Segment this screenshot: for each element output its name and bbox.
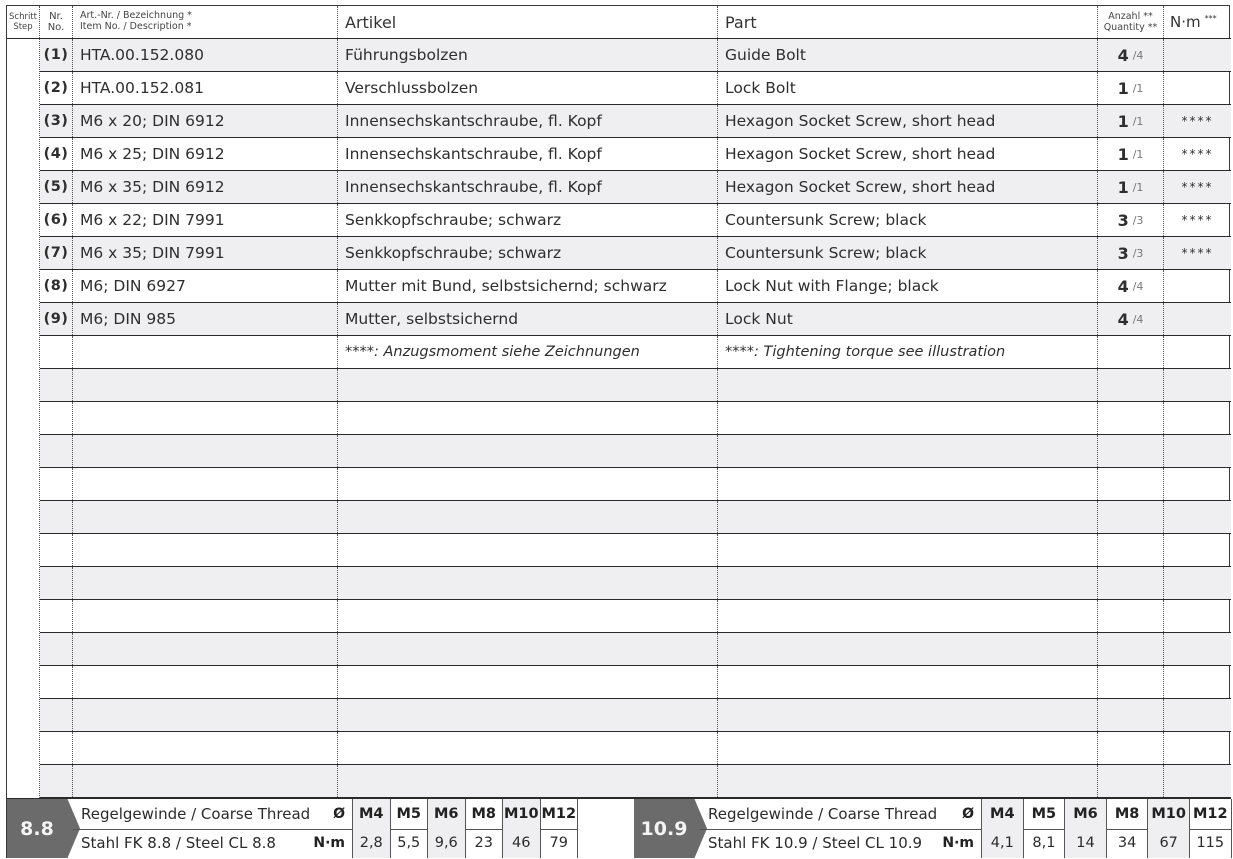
- item-article-number: M6 x 25; DIN 6912: [73, 138, 338, 170]
- item-torque: [1164, 534, 1231, 566]
- table-edge: [1231, 799, 1232, 858]
- item-quantity: [1098, 633, 1164, 665]
- table-row: [40, 732, 1231, 765]
- item-quantity: [1098, 270, 1164, 302]
- table-row: [40, 72, 1231, 105]
- table-row: [40, 402, 1231, 435]
- item-name-de: [338, 732, 718, 764]
- item-torque: [1164, 369, 1231, 401]
- unit-label: N·m: [313, 835, 345, 852]
- item-article-number: M6 x 35; DIN 7991: [73, 237, 338, 269]
- item-name-de: Innensechskantschraube, fl. Kopf: [338, 138, 718, 170]
- table-row: [40, 303, 1231, 336]
- item-torque: ****: [1181, 114, 1214, 128]
- item-name-de: [338, 600, 718, 632]
- item-quantity: [1098, 501, 1164, 533]
- item-torque: [1164, 72, 1231, 104]
- thread-size-cell: M12: [1189, 799, 1231, 829]
- item-name-de: [338, 402, 718, 434]
- item-quantity: [1098, 39, 1164, 71]
- table-header: [7, 6, 1231, 39]
- header-torque: [1164, 6, 1231, 38]
- item-number: [40, 699, 73, 731]
- item-number: [40, 534, 73, 566]
- item-name-de: Mutter mit Bund, selbstsichernd; schwarz: [338, 270, 718, 302]
- torque-table-10-9: [634, 799, 1231, 858]
- table-row: [40, 666, 1231, 699]
- item-quantity: [1098, 435, 1164, 467]
- item-torque: [1164, 501, 1231, 533]
- item-quantity: [1098, 765, 1164, 797]
- quantity-value: 4: [1117, 276, 1129, 296]
- steel-label-row: [73, 829, 352, 859]
- table-row: [40, 270, 1231, 303]
- item-number: (9): [40, 303, 73, 335]
- item-article-number: [73, 765, 338, 797]
- item-quantity: [1098, 600, 1164, 632]
- item-number: [40, 567, 73, 599]
- item-article-number: [73, 402, 338, 434]
- header-step-en: Step: [13, 22, 33, 32]
- header-step: [7, 6, 40, 38]
- item-article-number: M6; DIN 6927: [73, 270, 338, 302]
- item-torque: ****: [1181, 147, 1214, 161]
- item-quantity: [1098, 369, 1164, 401]
- torque-value-cell: 8,1: [1023, 829, 1065, 859]
- table-row: [40, 765, 1231, 798]
- item-name-de: [338, 534, 718, 566]
- item-article-number: [73, 666, 338, 698]
- header-nr-de: Nr.: [49, 11, 63, 22]
- item-name-de: Senkkopfschraube; schwarz: [338, 204, 718, 236]
- item-article-number: M6 x 35; DIN 6912: [73, 171, 338, 203]
- item-name-de: Mutter, selbstsichernd: [338, 303, 718, 335]
- item-article-number: [73, 600, 338, 632]
- quantity-value: 4: [1117, 45, 1129, 65]
- table-edge: [577, 799, 578, 858]
- item-name-de: Innensechskantschraube, fl. Kopf: [338, 171, 718, 203]
- item-article-number: HTA.00.152.080: [73, 39, 338, 71]
- unit-label: N·m: [942, 835, 974, 852]
- thread-size-cell: M8: [1106, 799, 1148, 829]
- item-name-de: Innensechskantschraube, fl. Kopf: [338, 105, 718, 137]
- grade-badge: 10.9: [634, 799, 694, 858]
- header-nm-sup: ***: [1204, 14, 1217, 23]
- item-article-number: [73, 336, 338, 368]
- diameter-icon: Ø: [333, 805, 345, 822]
- item-number: [40, 468, 73, 500]
- item-number: [40, 501, 73, 533]
- item-name-en: Hexagon Socket Screw, short head: [718, 171, 1098, 203]
- thread-size-cell: M5: [390, 799, 428, 829]
- item-quantity: [1098, 204, 1164, 236]
- item-name-en: [718, 534, 1098, 566]
- header-number: [40, 6, 73, 38]
- item-name-de: [338, 633, 718, 665]
- item-article-number: M6 x 22; DIN 7991: [73, 204, 338, 236]
- quantity-total: /4: [1132, 48, 1144, 62]
- note-de: ****: Anzugsmoment siehe Zeichnungen: [338, 336, 718, 368]
- item-torque: [1164, 699, 1231, 731]
- quantity-total: /1: [1132, 180, 1144, 194]
- thread-size-cell: M4: [981, 799, 1023, 829]
- thread-label-row: [700, 799, 981, 829]
- steel-label: Stahl FK 10.9 / Steel CL 10.9: [708, 834, 923, 853]
- table-row: [40, 171, 1231, 204]
- item-torque: [1164, 336, 1231, 368]
- item-article-number: [73, 468, 338, 500]
- item-name-de: [338, 567, 718, 599]
- item-name-de: [338, 369, 718, 401]
- torque-footer: [7, 798, 1231, 859]
- table-row: [40, 435, 1231, 468]
- item-article-number: [73, 435, 338, 467]
- diameter-icon: Ø: [962, 805, 974, 822]
- quantity-value: 3: [1117, 210, 1129, 230]
- table-row: [40, 633, 1231, 666]
- item-name-en: Lock Bolt: [718, 72, 1098, 104]
- item-torque: [1164, 633, 1231, 665]
- quantity-total: /3: [1132, 246, 1144, 260]
- item-article-number: HTA.00.152.081: [73, 72, 338, 104]
- thread-label-row: [73, 799, 352, 829]
- header-qty-en: Quantity **: [1103, 22, 1158, 33]
- item-article-number: [73, 501, 338, 533]
- torque-value-cell: 34: [1106, 829, 1148, 859]
- header-qty-de: Anzahl **: [1108, 11, 1153, 22]
- item-number: [40, 666, 73, 698]
- table-row: [40, 369, 1231, 402]
- item-quantity: [1098, 666, 1164, 698]
- table-row: [40, 567, 1231, 600]
- torque-value-cell: 4,1: [981, 829, 1023, 859]
- torque-value-cell: 23: [465, 829, 503, 859]
- item-number: [40, 369, 73, 401]
- item-name-de: [338, 666, 718, 698]
- item-torque: [1164, 765, 1231, 797]
- item-article-number: [73, 633, 338, 665]
- item-name-en: [718, 699, 1098, 731]
- header-quantity: [1098, 6, 1164, 38]
- quantity-total: /3: [1132, 213, 1144, 227]
- item-torque: [1164, 402, 1231, 434]
- torque-value-cell: 115: [1189, 829, 1231, 859]
- item-name-en: Countersunk Screw; black: [718, 237, 1098, 269]
- header-nm-label: N·m: [1170, 13, 1201, 31]
- item-name-de: Führungsbolzen: [338, 39, 718, 71]
- item-torque: ****: [1181, 213, 1214, 227]
- table-row: [40, 534, 1231, 567]
- item-quantity: [1098, 336, 1164, 368]
- item-torque: [1164, 39, 1231, 71]
- item-name-en: [718, 666, 1098, 698]
- table-row: [40, 468, 1231, 501]
- item-article-number: [73, 732, 338, 764]
- item-torque: [1164, 567, 1231, 599]
- item-name-en: [718, 600, 1098, 632]
- item-number: [40, 765, 73, 797]
- torque-value-cell: 79: [540, 829, 578, 859]
- item-quantity: [1098, 303, 1164, 335]
- item-torque: ****: [1181, 246, 1214, 260]
- item-name-en: Hexagon Socket Screw, short head: [718, 105, 1098, 137]
- item-quantity: [1098, 468, 1164, 500]
- item-name-en: [718, 732, 1098, 764]
- header-artikel: Artikel: [338, 6, 718, 38]
- thread-label: Regelgewinde / Coarse Thread: [81, 804, 311, 823]
- quantity-value: 1: [1117, 144, 1129, 164]
- item-number: [40, 435, 73, 467]
- item-quantity: [1098, 699, 1164, 731]
- item-name-en: Lock Nut with Flange; black: [718, 270, 1098, 302]
- grade-badge: 8.8: [7, 799, 67, 858]
- torque-value-cell: 2,8: [352, 829, 390, 859]
- thread-size-cell: M10: [1147, 799, 1189, 829]
- quantity-total: /1: [1132, 114, 1144, 128]
- item-quantity: [1098, 237, 1164, 269]
- item-quantity: [1098, 732, 1164, 764]
- torque-value-cell: 9,6: [427, 829, 465, 859]
- item-name-en: Guide Bolt: [718, 39, 1098, 71]
- torque-table-8-8: [7, 799, 607, 858]
- item-number: (7): [40, 237, 73, 269]
- header-art-de: Art.-Nr. / Bezeichnung *: [80, 10, 192, 21]
- quantity-value: 1: [1117, 78, 1129, 98]
- item-article-number: [73, 369, 338, 401]
- item-number: [40, 600, 73, 632]
- item-name-de: [338, 435, 718, 467]
- item-torque: [1164, 600, 1231, 632]
- item-name-de: [338, 468, 718, 500]
- quantity-value: 3: [1117, 243, 1129, 263]
- torque-value-cell: 5,5: [390, 829, 428, 859]
- item-torque: [1164, 435, 1231, 467]
- steel-label: Stahl FK 8.8 / Steel CL 8.8: [81, 834, 276, 853]
- item-name-de: [338, 699, 718, 731]
- item-article-number: [73, 534, 338, 566]
- table-row: [40, 204, 1231, 237]
- item-name-en: Countersunk Screw; black: [718, 204, 1098, 236]
- item-number: [40, 633, 73, 665]
- item-number: (2): [40, 72, 73, 104]
- quantity-value: 4: [1117, 309, 1129, 329]
- header-part: Part: [718, 6, 1098, 38]
- table-row: [40, 39, 1231, 72]
- item-name-de: [338, 501, 718, 533]
- item-number: [40, 732, 73, 764]
- table-row: [40, 699, 1231, 732]
- item-name-en: [718, 402, 1098, 434]
- item-name-en: Lock Nut: [718, 303, 1098, 335]
- table-row: [40, 600, 1231, 633]
- item-quantity: [1098, 171, 1164, 203]
- parts-list-sheet: [6, 5, 1230, 858]
- note-en: ****: Tightening torque see illustration: [718, 336, 1098, 368]
- item-quantity: [1098, 138, 1164, 170]
- table-row: [40, 138, 1231, 171]
- item-number: (1): [40, 39, 73, 71]
- item-torque: [1164, 468, 1231, 500]
- torque-value-cell: 46: [502, 829, 540, 859]
- header-art-en: Item No. / Description *: [80, 21, 192, 32]
- table-row: [40, 336, 1231, 369]
- thread-size-cell: M5: [1023, 799, 1065, 829]
- thread-size-cell: M6: [427, 799, 465, 829]
- table-row: [40, 501, 1231, 534]
- quantity-value: 1: [1117, 177, 1129, 197]
- quantity-total: /1: [1132, 81, 1144, 95]
- item-article-number: M6 x 20; DIN 6912: [73, 105, 338, 137]
- table-row: [40, 237, 1231, 270]
- header-step-de: Schritt: [9, 12, 37, 22]
- item-name-de: [338, 765, 718, 797]
- quantity-value: 1: [1117, 111, 1129, 131]
- item-name-en: [718, 501, 1098, 533]
- header-item-description: [73, 6, 338, 38]
- thread-size-cell: M10: [502, 799, 540, 829]
- item-article-number: [73, 699, 338, 731]
- thread-label: Regelgewinde / Coarse Thread: [708, 804, 938, 823]
- quantity-total: /4: [1132, 312, 1144, 326]
- item-number: [40, 336, 73, 368]
- item-torque: [1164, 666, 1231, 698]
- item-quantity: [1098, 567, 1164, 599]
- thread-size-cell: M12: [540, 799, 578, 829]
- step-column: [7, 39, 40, 798]
- item-name-en: [718, 567, 1098, 599]
- item-torque: [1164, 732, 1231, 764]
- item-number: (8): [40, 270, 73, 302]
- item-quantity: [1098, 72, 1164, 104]
- quantity-total: /1: [1132, 147, 1144, 161]
- item-number: (5): [40, 171, 73, 203]
- item-number: (3): [40, 105, 73, 137]
- item-name-en: [718, 765, 1098, 797]
- item-name-de: Verschlussbolzen: [338, 72, 718, 104]
- item-article-number: [73, 567, 338, 599]
- item-quantity: [1098, 105, 1164, 137]
- steel-label-row: [700, 829, 981, 859]
- item-number: (6): [40, 204, 73, 236]
- thread-size-cell: M6: [1064, 799, 1106, 829]
- item-name-en: [718, 369, 1098, 401]
- thread-size-cell: M4: [352, 799, 390, 829]
- header-nr-en: No.: [47, 22, 65, 33]
- item-name-en: [718, 633, 1098, 665]
- thread-size-cell: M8: [465, 799, 503, 829]
- item-article-number: M6; DIN 985: [73, 303, 338, 335]
- item-name-de: Senkkopfschraube; schwarz: [338, 237, 718, 269]
- item-name-en: [718, 435, 1098, 467]
- item-torque: ****: [1181, 180, 1214, 194]
- table-row: [40, 105, 1231, 138]
- item-name-en: Hexagon Socket Screw, short head: [718, 138, 1098, 170]
- torque-value-cell: 67: [1147, 829, 1189, 859]
- torque-value-cell: 14: [1064, 829, 1106, 859]
- item-name-en: [718, 468, 1098, 500]
- item-torque: [1164, 303, 1231, 335]
- item-number: [40, 402, 73, 434]
- item-quantity: [1098, 402, 1164, 434]
- item-torque: [1164, 270, 1231, 302]
- quantity-total: /4: [1132, 279, 1144, 293]
- item-number: (4): [40, 138, 73, 170]
- item-quantity: [1098, 534, 1164, 566]
